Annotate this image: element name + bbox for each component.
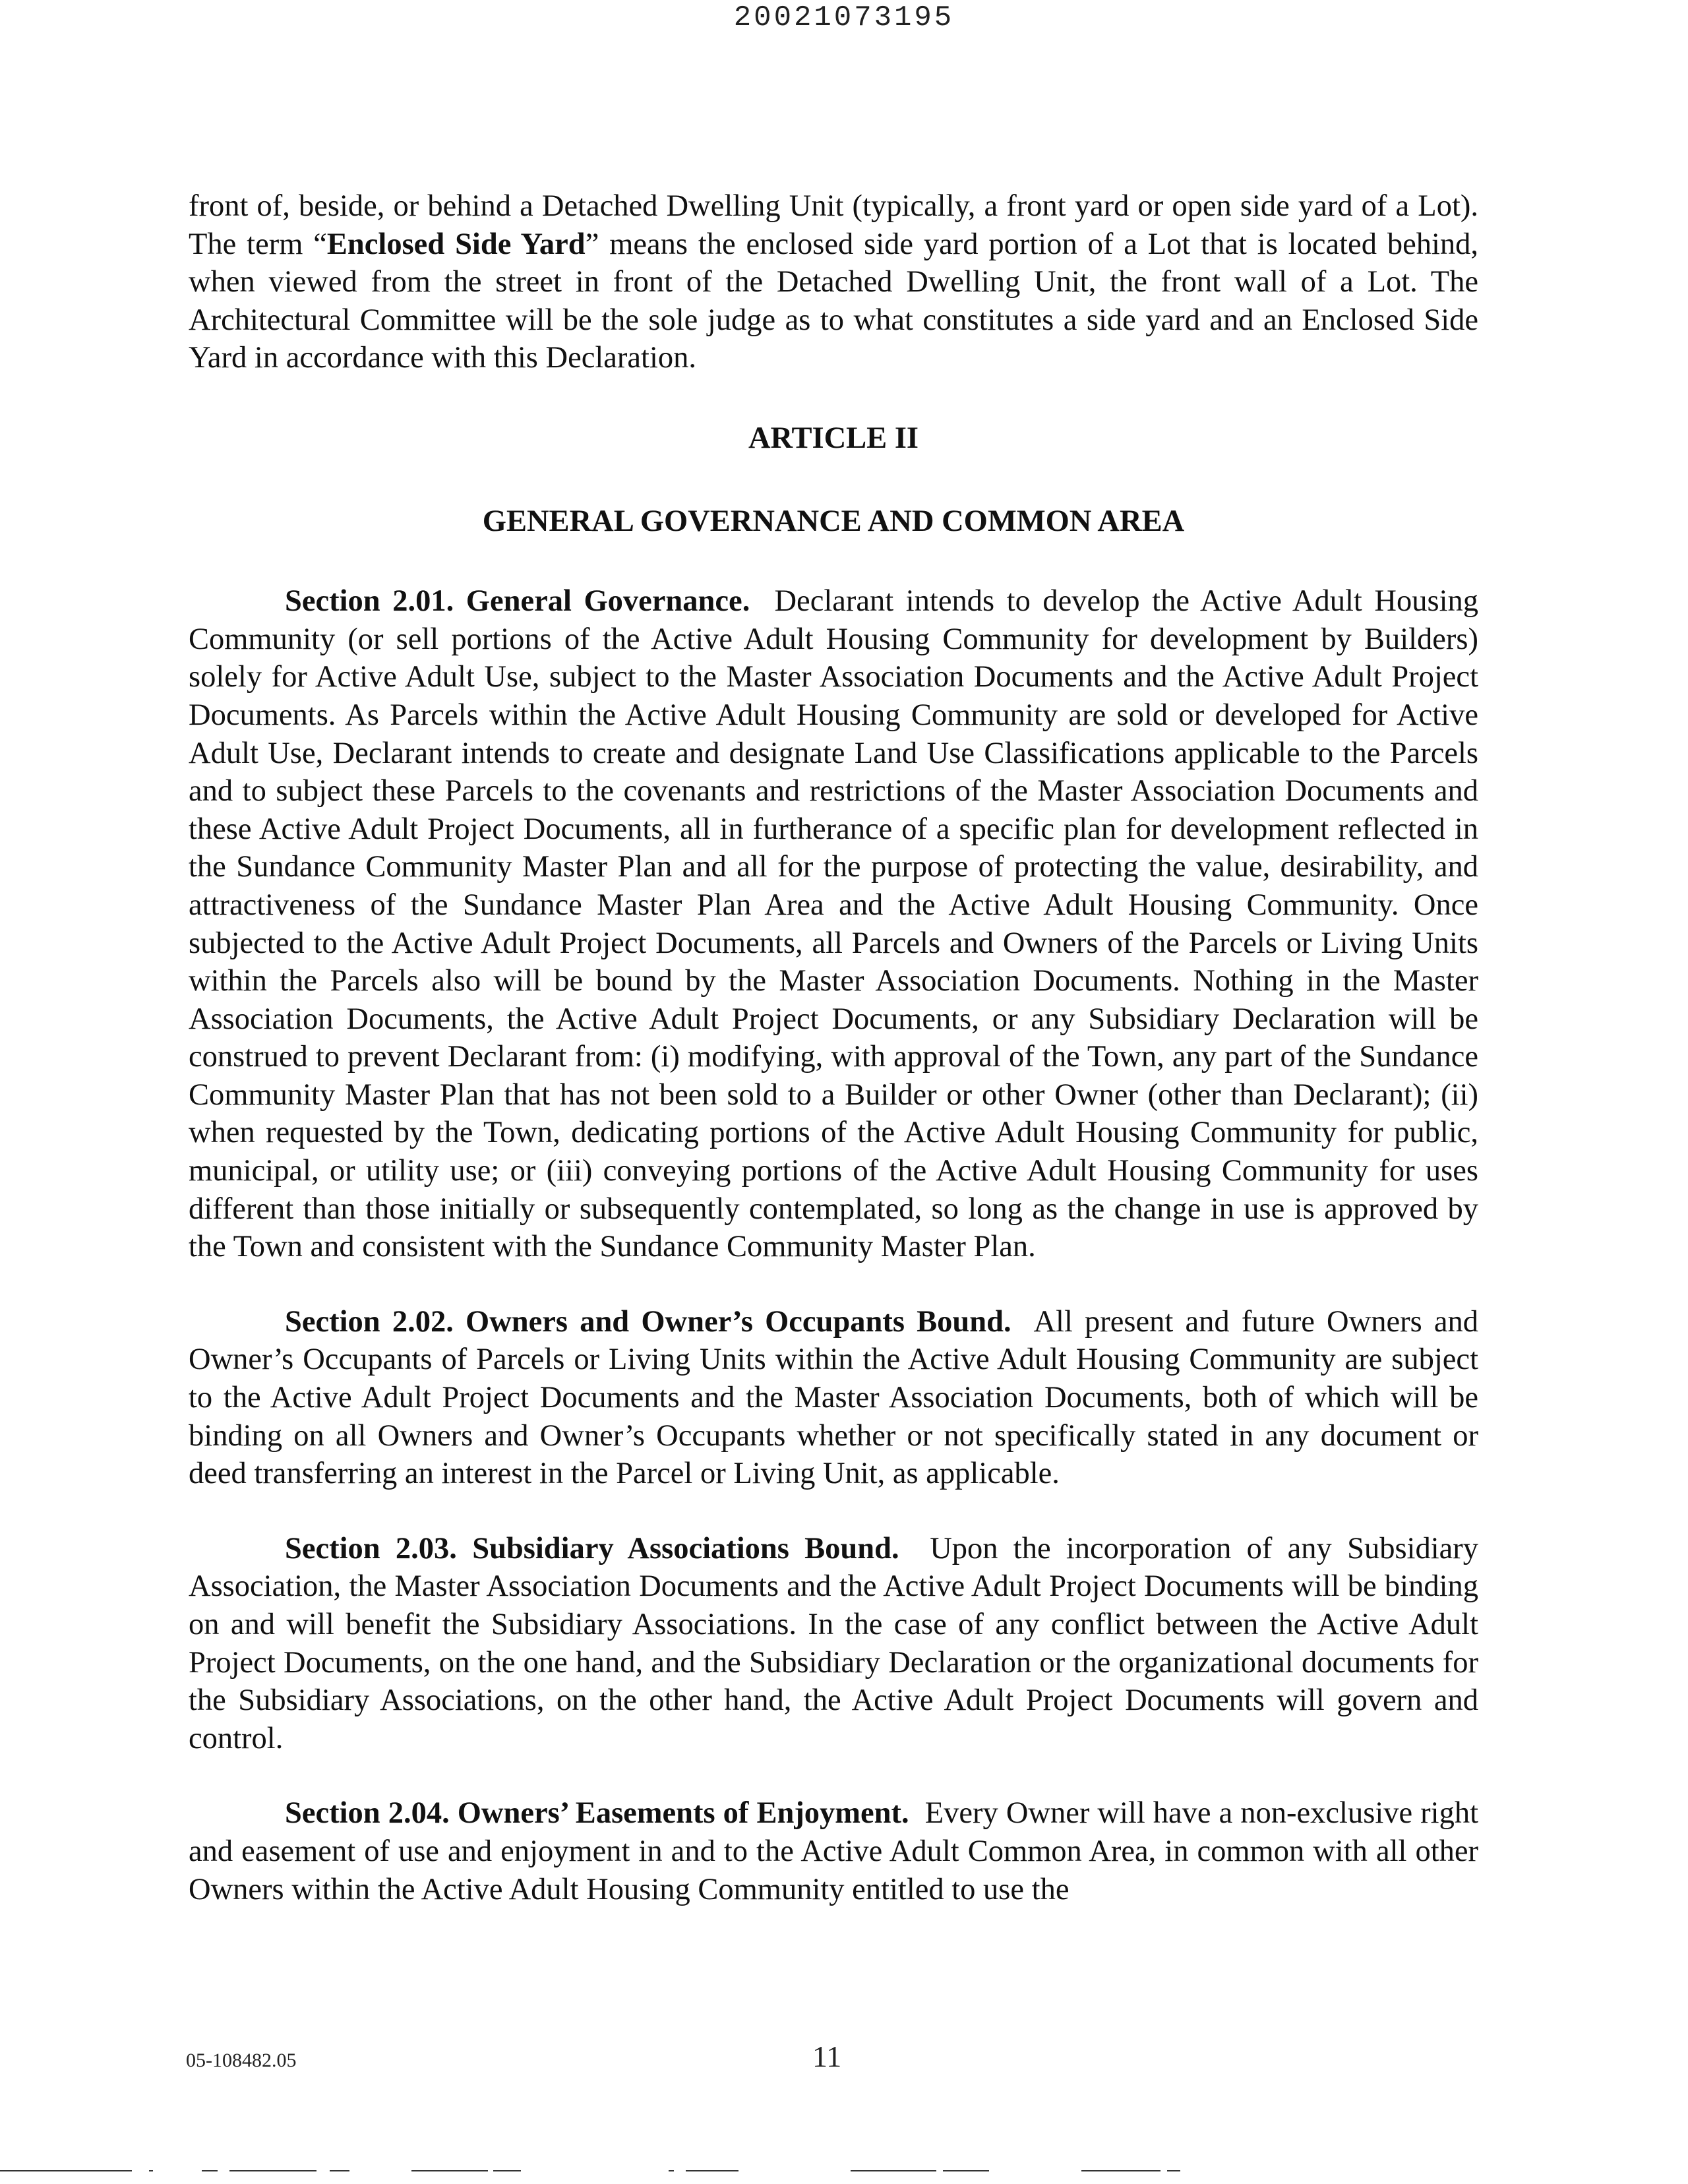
article-heading: GENERAL GOVERNANCE AND COMMON AREA xyxy=(482,504,1185,538)
section-title: Section 2.03. Subsidiary Associations Bound xyxy=(285,1531,891,1565)
page-number: 11 xyxy=(812,2040,842,2073)
section-body: Upon the incorporation of any Subsidiary Association, the Master Association Documents and the Active Adult Project Documents will be binding on and will benefit the Subsidiary Associations. In the case of any conflict between the Active Adult Project Documents, on the one hand, and the Subsidiary Declaration or the organizational documents for the Subsidiary Associations, on the other hand, the Active Adult Project Documents will govern and control. xyxy=(189,1531,1479,1755)
section-2-02: Section 2.02. Owners and Owner’s Occupants Bound. All present and future Owners and Owner’s Occupants of Parcels or Living Units within the Active Adult Housing Community are subject to the Active Adult Project Documents and the Master Association Documents, both of which will be binding on all Owners and Owner’s Occupants whether or not specifically stated in any document or deed transferring an interest in the Parcel or Living Unit, as applicable. xyxy=(189,1304,1479,1491)
document-id: 05-108482.05 xyxy=(186,2049,297,2071)
article-title: ARTICLE II xyxy=(748,421,919,455)
section-2-04: Section 2.04. Owners’ Easements of Enjoyment. Every Owner will have a non-exclusive right and easement of use and enjoyment in and to the Active Adult Common Area, in common with all other Owners within the Active Adult Housing Community entitled to use the xyxy=(189,1796,1478,1906)
section-title: Section 2.04. Owners’ Easements of Enjoyment xyxy=(285,1796,902,1831)
scan-edge-marks xyxy=(0,2164,1688,2177)
section-title: Section 2.01. General Governance xyxy=(285,584,742,619)
recording-number: 20021073195 xyxy=(733,1,955,34)
intro-text-a: front of, beside, or behind a Detached Dwelling Unit (typically, a front yard or open side yard of a Lot). The term “ xyxy=(189,189,1478,261)
section-body: Declarant intends to develop the Active Adult Housing Community (or sell portions of the Active Adult Housing Community for development by Builders) solely for Active Adult Use, subject to the Master Association Documents and the Active Adult Project Documents. As Parcels within the Active Adult Housing Community are sold or developed for Active Adult Use, Declarant intends to create and designate Land Use Classifications applicable to the Parcels and to subject these Parcels to the covenants and restrictions of the Master Association Documents and these Active Adult Project Documents, all in furtherance of a specific plan for development reflected in the Sundance Community Master Plan and all for the purpose of protecting the value, desirability, and attractiveness of the Sundance Master Plan Area and the Active Adult Housing Community. Once subjected to the Active Adult Project Documents, all Parcels and Owners of the Parcels or Living Units within the Parcels also will be bound by the Master Association Documents. Nothing in the Master Association Documents, the Active Adult Project Documents, or any Subsidiary Declaration will be construed to prevent Declarant from: (i) modifying, with approval of the Town, any part of the Sundance Community Master Plan that has not been sold to a Builder or other Owner (other than Declarant); (ii) when requested by the Town, dedicating portions of the Active Adult Housing Community for public, municipal, or utility use; or (iii) conveying portions of the Active Adult Housing Community for uses different than those initially or subsequently contemplated, so long as the change in use is approved by the Town and consistent with the Sundance Community Master Plan. xyxy=(189,584,1479,1264)
intro-text-b: ” means the enclosed side yard portion of a Lot that is located behind, when viewed from the street in front of the Detached Dwelling Unit, the front wall of a Lot. The Architectural Committee will be the sole judge as to what constitutes a side yard and an Enclosed Side Yard in accordance with this Declaration. xyxy=(189,227,1478,375)
section-body: Every Owner will have a non-exclusive right and easement of use and enjoyment in and to the Active Adult Common Area, in common with all other Owners within the Active Adult Housing Community entitled to use the xyxy=(189,1796,1478,1906)
section-2-01: Section 2.01. General Governance. Declarant intends to develop the Active Adult Housing Community (or sell portions of the Active Adult Housing Community for development by Builders) solely for Active Adult Use, subject to the Master Association Documents and the Active Adult Project Documents. As Parcels within the Active Adult Housing Community are sold or developed for Active Adult Use, Declarant intends to create and designate Land Use Classifications applicable to the Parcels and to subject these Parcels to the covenants and restrictions of the Master Association Documents and these Active Adult Project Documents, all in furtherance of a specific plan for development reflected in the Sundance Community Master Plan and all for the purpose of protecting the value, desirability, and attractiveness of the Sundance Master Plan Area and the Active Adult Housing Community. Once subjected to the Active Adult Project Documents, all Parcels and Owners of the Parcels or Living Units within the Parcels also will be bound by the Master Association Documents. Nothing in the Master Association Documents, the Active Adult Project Documents, or any Subsidiary Declaration will be construed to prevent Declarant from: (i) modifying, with approval of the Town, any part of the Sundance Community Master Plan that has not been sold to a Builder or other Owner (other than Declarant); (ii) when requested by the Town, dedicating portions of the Active Adult Housing Community for public, municipal, or utility use; or (iii) conveying portions of the Active Adult Housing Community for uses different than those initially or subsequently contemplated, so long as the change in use is approved by the Town and consistent with the Sundance Community Master Plan. xyxy=(189,584,1479,1264)
intro-paragraph xyxy=(189,187,1478,377)
document-body xyxy=(189,187,1478,1945)
section-body: All present and future Owners and Owner’s Occupants of Parcels or Living Units within the Active Adult Housing Community are subject to the Active Adult Project Documents and the Master Association Documents, both of which will be binding on all Owners and Owner’s Occupants whether or not specifically stated in any document or deed transferring an interest in the Parcel or Living Unit, as applicable. xyxy=(189,1304,1479,1491)
defined-term-enclosed-side-yard: Enclosed Side Yard xyxy=(326,227,586,261)
section-title: Section 2.02. Owners and Owner’s Occupants Bound xyxy=(285,1304,1004,1339)
section-2-03: Section 2.03. Subsidiary Associations Bound. Upon the incorporation of any Subsidiary Association, the Master Association Documents and the Active Adult Project Documents will be binding on and will benefit the Subsidiary Associations. In the case of any conflict between the Active Adult Project Documents, on the one hand, and the Subsidiary Declaration or the organizational documents for the Subsidiary Associations, on the other hand, the Active Adult Project Documents will govern and control. xyxy=(189,1531,1479,1755)
